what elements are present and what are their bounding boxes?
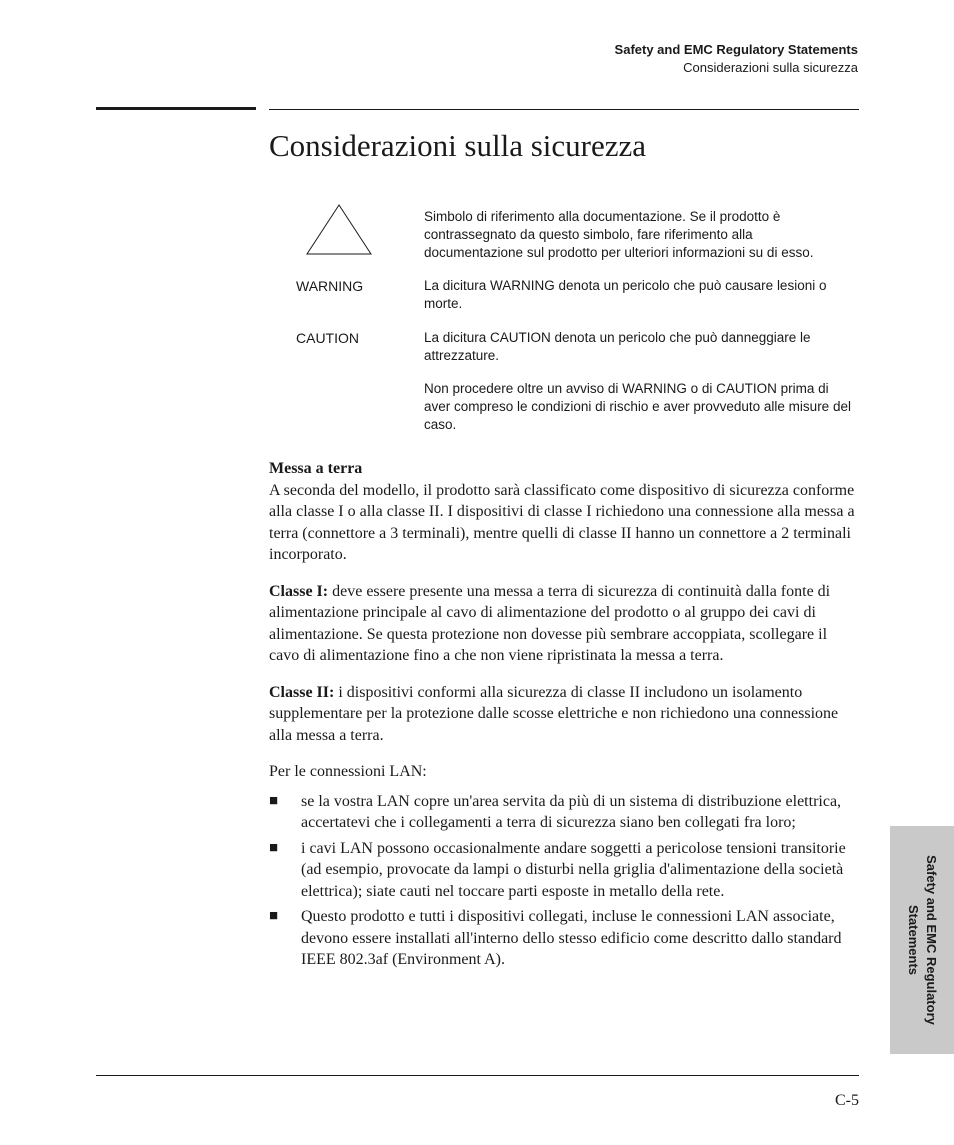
bullet-square-icon: ■ bbox=[269, 792, 279, 809]
class2-label: Classe II: bbox=[269, 683, 335, 701]
class2-text: i dispositivi conformi alla sicurezza di classe II includono un isolamento supplementare per la protezione dalle scosse elettriche e non richiedono una connessione alla messa a terra. bbox=[269, 683, 839, 744]
section-heading: Messa a terra bbox=[269, 460, 363, 477]
header-rule-thin bbox=[269, 109, 859, 110]
bullet-text: se la vostra LAN copre un'area servita da più di un sistema di distribuzione elettrica, accertatevi che i collegamenti a terra di sicurezza siano ben collegati fra loro; bbox=[301, 792, 842, 831]
footer-rule bbox=[96, 1075, 859, 1076]
page-number: C-5 bbox=[835, 1092, 859, 1109]
header-title: Safety and EMC Regulatory Statements bbox=[614, 42, 858, 57]
bullet-text: Questo prodotto e tutti i dispositivi collegati, incluse le connessioni LAN associate, devono essere installati all'interno dello stesso edificio come descritto dallo standard IEEE 802.3af (Environment A). bbox=[301, 908, 842, 968]
grounding-section bbox=[269, 458, 861, 975]
bullet-square-icon: ■ bbox=[269, 839, 279, 856]
lan-intro: Per le connessioni LAN: bbox=[269, 763, 427, 780]
chapter-side-tab bbox=[890, 826, 954, 1054]
lan-bullet-list bbox=[269, 791, 861, 971]
caution-label: CAUTION bbox=[296, 330, 359, 346]
bullet-text: i cavi LAN possono occasionalmente andare soggetti a pericolose tensioni transitorie (ad esempio, provocate da lampi o disturbi nella griglia d'alimentazione della società elettrica); siate cauti nel toccare parti esposte in metallo della rete. bbox=[301, 839, 846, 900]
bullet-square-icon: ■ bbox=[269, 908, 279, 924]
list-item bbox=[269, 906, 861, 971]
warning-label: WARNING bbox=[296, 278, 364, 294]
caution-text: La dicitura CAUTION denota un pericolo che può danneggiare le attrezzature. bbox=[424, 330, 811, 363]
list-item bbox=[269, 838, 861, 903]
caution-note-text: Non procedere oltre un avviso di WARNING o di CAUTION prima di aver compreso le condizioni di rischio e aver provveduto alle misure del caso. bbox=[424, 381, 851, 432]
side-tab-label: Safety and EMC Regulatory Statements bbox=[906, 855, 939, 1025]
header-rule-thick bbox=[96, 107, 256, 110]
list-item bbox=[269, 791, 861, 834]
warning-text: La dicitura WARNING denota un pericolo che può causare lesioni o morte. bbox=[424, 278, 827, 311]
class2-paragraph bbox=[269, 682, 861, 747]
class1-paragraph bbox=[269, 581, 861, 667]
warning-triangle-icon bbox=[306, 204, 372, 256]
page-title: Considerazioni sulla sicurezza bbox=[269, 128, 647, 163]
class1-text: deve essere presente una messa a terra di sicurezza di continuità dalla fonte di alimentazione principale al cavo di alimentazione del prodotto o al gruppo dei cavi di alimentazione. Se questa protezione non dovesse più sembrare accoppiata, scollegare il cavo di alimentazione fino a che non viene ripristinata la messa a terra. bbox=[269, 582, 831, 664]
class1-label: Classe I: bbox=[269, 582, 329, 600]
symbol-text-documentation: Simbolo di riferimento alla documentazione. Se il prodotto è contrassegnato da questo simbolo, fare riferimento alla documentazione sul prodotto per ulteriori informazioni su di esso. bbox=[424, 209, 814, 260]
header-subtitle: Considerazioni sulla sicurezza bbox=[683, 60, 858, 75]
grounding-intro: A seconda del modello, il prodotto sarà classificato come dispositivo di sicurezza conforme alla classe I o alla classe II. I dispositivi di classe I richiedono una connessione alla messa a terra (connettore a 3 terminali), mentre quelli di classe II hanno un connettore a 2 terminali incorporato. bbox=[269, 481, 855, 563]
running-header bbox=[615, 41, 858, 77]
